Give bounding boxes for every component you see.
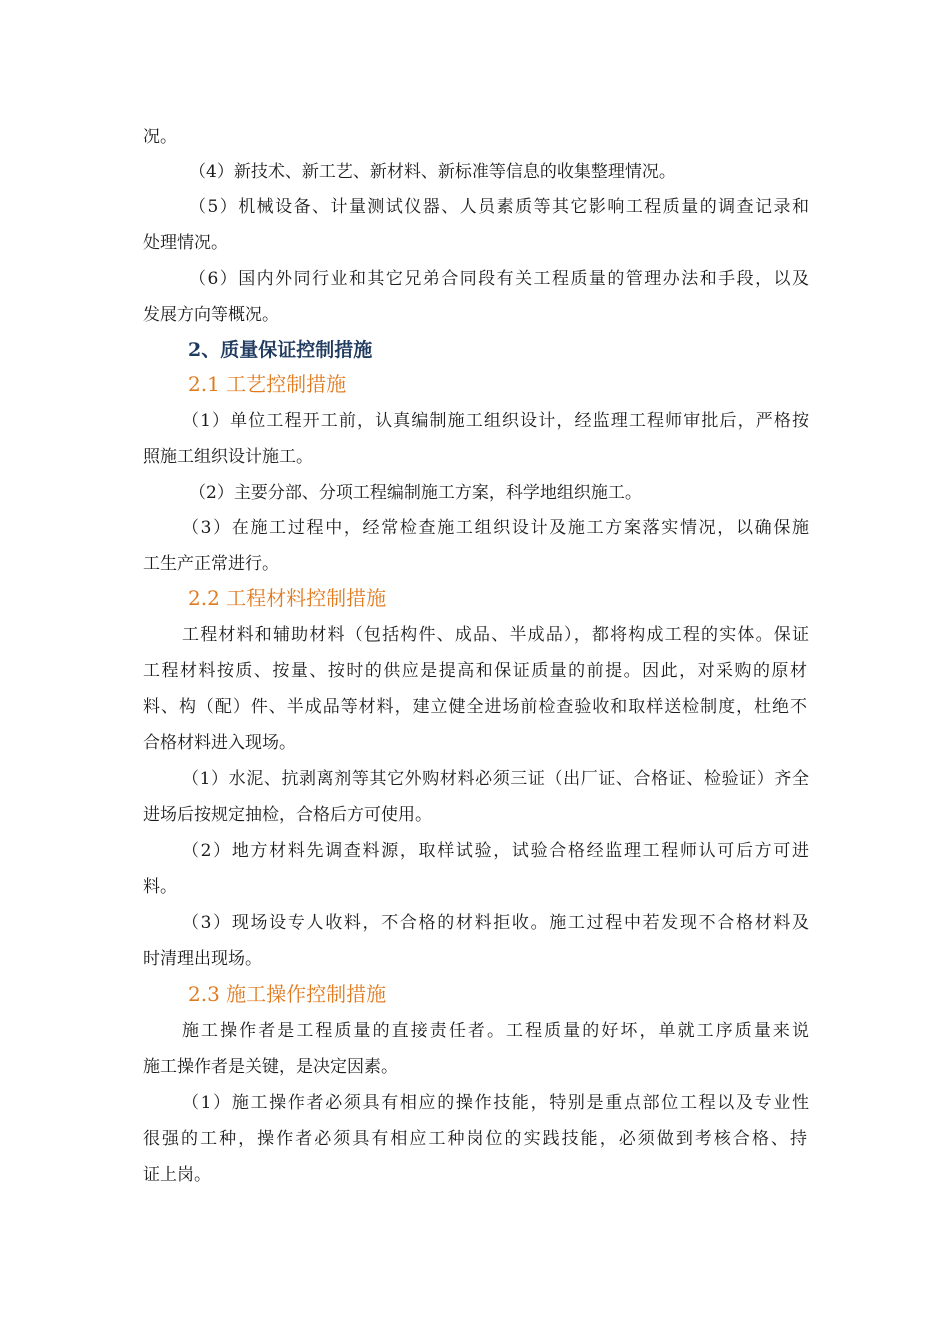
paragraph-line: 料、构（配）件、半成品等材料，建立健全进场前检查验收和取样送检制度，杜绝不: [143, 697, 807, 717]
paragraph-line: （3）在施工过程中，经常检查施工组织设计及施工方案落实情况，以确保施: [182, 518, 809, 538]
section-heading: 2、质量保证控制措施: [188, 339, 373, 361]
paragraph-line: 料。: [143, 877, 177, 897]
paragraph-line: （1）水泥、抗剥离剂等其它外购材料必须三证（出厂证、合格证、检验证）齐全: [182, 769, 809, 789]
paragraph-line: 进场后按规定抽检，合格后方可使用。: [143, 805, 432, 825]
paragraph-line: 施工操作者是工程质量的直接责任者。工程质量的好坏，单就工序质量来说: [182, 1021, 809, 1041]
paragraph-line: （3）现场设专人收料，不合格的材料拒收。施工过程中若发现不合格材料及: [182, 913, 809, 933]
subsection-heading: 2.2 工程材料控制措施: [188, 586, 387, 610]
paragraph-line: 处理情况。: [143, 233, 228, 253]
paragraph-line: 施工操作者是关键，是决定因素。: [143, 1057, 398, 1077]
paragraph-line: 工程材料按质、按量、按时的供应是提高和保证质量的前提。因此，对采购的原材: [143, 661, 807, 681]
paragraph-line: （6）国内外同行业和其它兄弟合同段有关工程质量的管理办法和手段，以及: [189, 269, 809, 289]
subsection-heading: 2.3 施工操作控制措施: [188, 982, 387, 1006]
subsection-heading: 2.1 工艺控制措施: [188, 372, 347, 396]
paragraph-line: 时清理出现场。: [143, 949, 262, 969]
paragraph-line: 合格材料进入现场。: [143, 733, 296, 753]
paragraph-line: 很强的工种，操作者必须具有相应工种岗位的实践技能，必须做到考核合格、持: [143, 1129, 807, 1149]
paragraph-line: 证上岗。: [143, 1165, 211, 1185]
paragraph-line: 发展方向等概况。: [143, 305, 279, 325]
paragraph-line: （1）施工操作者必须具有相应的操作技能，特别是重点部位工程以及专业性: [182, 1093, 809, 1113]
paragraph-line: （2）地方材料先调查料源，取样试验，试验合格经监理工程师认可后方可进: [182, 841, 809, 861]
paragraph-line: 工程材料和辅助材料（包括构件、成品、半成品），都将构成工程的实体。保证: [182, 625, 809, 645]
paragraph-line: （4）新技术、新工艺、新材料、新标准等信息的收集整理情况。: [189, 162, 676, 182]
paragraph-line: 况。: [143, 127, 177, 147]
paragraph-line: 工生产正常进行。: [143, 554, 279, 574]
paragraph-line: （5）机械设备、计量测试仪器、人员素质等其它影响工程质量的调查记录和: [189, 197, 809, 217]
paragraph-line: （1）单位工程开工前，认真编制施工组织设计，经监理工程师审批后，严格按: [182, 411, 809, 431]
paragraph-line: 照施工组织设计施工。: [143, 447, 313, 467]
paragraph-line: （2）主要分部、分项工程编制施工方案，科学地组织施工。: [189, 483, 642, 503]
